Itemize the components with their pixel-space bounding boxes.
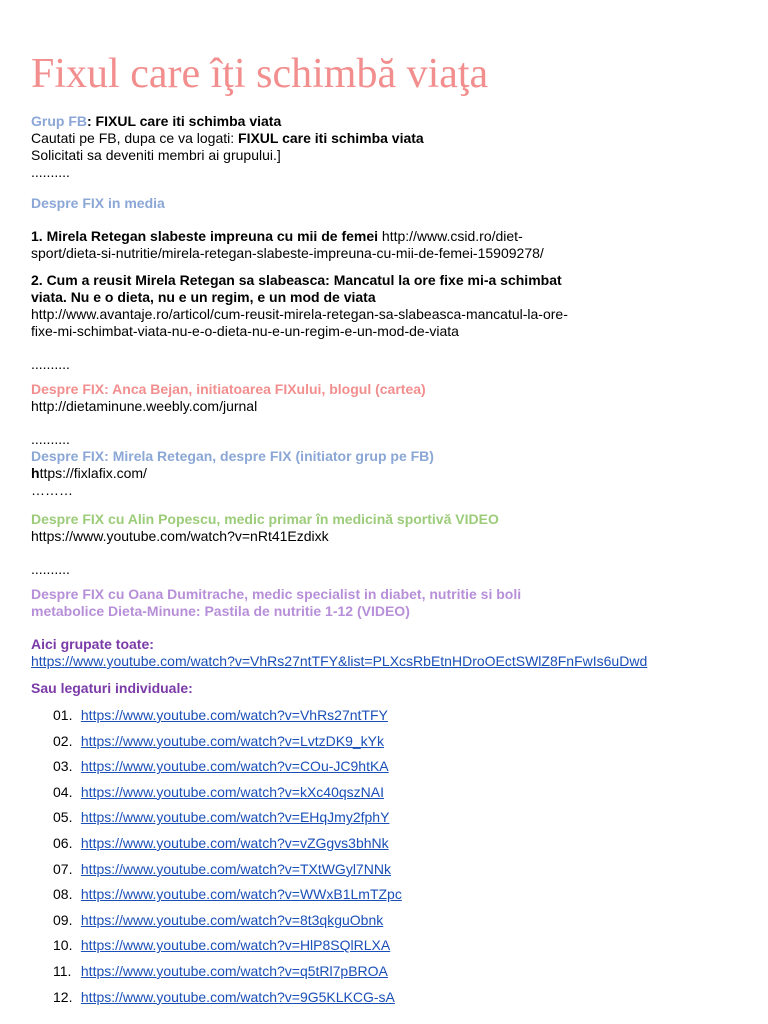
separator-dots: .......... [31, 561, 70, 577]
video-link[interactable]: https://www.youtube.com/watch?v=vZGgvs3bhNk [80, 834, 389, 851]
media-item-2-url-cont[interactable]: fixe-mi-schimbat-viata-nu-e-o-dieta-nu-e-un-regim-e-un-mod-de-viata [31, 323, 459, 339]
mirela-url-rest: ttps://fixlafix.com/ [39, 465, 147, 481]
group-label: Grup FB [31, 113, 87, 129]
list-item [53, 963, 751, 989]
anca-url[interactable]: http://dietaminune.weebly.com/jurnal [31, 398, 258, 414]
video-link[interactable]: https://www.youtube.com/watch?v=COu-JC9htKA [80, 758, 389, 775]
list-item-number: 04. [53, 783, 73, 800]
list-item [53, 912, 751, 938]
list-item [53, 861, 751, 887]
mirela-url[interactable] [31, 465, 751, 482]
list-item [53, 886, 751, 912]
list-item [53, 784, 751, 810]
list-item [53, 989, 751, 1015]
list-item-number: 03. [53, 758, 73, 775]
search-prefix: Cautati pe FB, dupa ce va logati: [31, 130, 239, 146]
list-item [53, 758, 751, 784]
video-link[interactable]: https://www.youtube.com/watch?v=EHqJmy2fphY [80, 809, 390, 826]
search-group-name: FIXUL care iti schimba viata [238, 130, 424, 146]
page-title: Fixul care îţi schimbă viaţa [31, 51, 489, 97]
video-link[interactable]: https://www.youtube.com/watch?v=q5tRl7pBROA [80, 962, 388, 979]
video-link[interactable]: https://www.youtube.com/watch?v=8t3qkguObnk [80, 911, 384, 928]
separator-dots: .......... [31, 356, 70, 372]
mirela-url-first-letter: h [31, 465, 40, 481]
separator-dots: ……… [31, 482, 73, 498]
list-item-number: 02. [53, 732, 73, 749]
list-item-number: 10. [53, 937, 73, 954]
list-item [53, 937, 751, 963]
individual-links-list [31, 707, 751, 1014]
membership-request: Solicitati sa deveniti membri ai grupului.] [31, 147, 281, 163]
video-link[interactable]: https://www.youtube.com/watch?v=VhRs27ntTFY [80, 707, 388, 723]
search-instruction [31, 130, 751, 147]
individual-links-label: Sau legaturi individuale: [31, 680, 193, 696]
all-grouped-link-line [31, 653, 751, 670]
video-link[interactable]: https://www.youtube.com/watch?v=LvtzDK9_kYk [80, 732, 384, 749]
media-item-1-title: 1. Mirela Retegan slabeste impreuna cu mii de femei [31, 228, 379, 244]
separator-dots: .......... [31, 431, 70, 447]
media-item-2-title: 2. Cum a reusit Mirela Retegan sa slabeasca: Mancatul la ore fixe mi-a schimbat [31, 272, 562, 288]
video-link[interactable]: https://www.youtube.com/watch?v=9G5KLKCG-sA [80, 988, 395, 1005]
group-name: : FIXUL care iti schimba viata [87, 113, 282, 129]
list-item-number: 12. [53, 988, 73, 1005]
list-item-number: 08. [53, 886, 73, 903]
all-grouped-label: Aici grupate toate: [31, 636, 154, 652]
video-link[interactable]: https://www.youtube.com/watch?v=kXc40qszNAI [80, 783, 384, 800]
list-item [53, 835, 751, 861]
list-item-number: 09. [53, 911, 73, 928]
media-item-2-url[interactable]: http://www.avantaje.ro/articol/cum-reusit-mirela-retegan-sa-slabeasca-mancatul-la-ore- [31, 306, 568, 322]
list-item [53, 733, 751, 759]
list-item-number: 06. [53, 834, 73, 851]
group-line [31, 113, 751, 130]
alin-url[interactable]: https://www.youtube.com/watch?v=nRt41Ezdixk [31, 528, 329, 544]
media-item-1 [31, 228, 751, 245]
oana-heading: Despre FIX cu Oana Dumitrache, medic specialist in diabet, nutritie si boli [31, 586, 522, 602]
alin-heading: Despre FIX cu Alin Popescu, medic primar în medicină sportivă VIDEO [31, 511, 499, 527]
anca-heading: Despre FIX: Anca Bejan, initiatoarea FIXului, blogul (cartea) [31, 381, 426, 397]
list-item-number: 01. [53, 707, 73, 723]
list-item-number: 07. [53, 860, 73, 877]
media-item-2-title-cont: viata. Nu e o dieta, nu e un regim, e un mod de viata [31, 289, 376, 305]
video-link[interactable]: https://www.youtube.com/watch?v=WWxB1LmTZpc [80, 886, 402, 903]
oana-heading-cont: metabolice Dieta-Minune: Pastila de nutritie 1-12 (VIDEO) [31, 603, 410, 619]
video-link[interactable]: https://www.youtube.com/watch?v=TXtWGyl7NNk [80, 860, 391, 877]
document-page [31, 50, 751, 1014]
media-item-1-url[interactable]: http://www.csid.ro/diet- [378, 228, 523, 244]
media-item-1-url-cont[interactable]: sport/dieta-si-nutritie/mirela-retegan-slabeste-impreuna-cu-mii-de-femei-15909278/ [31, 245, 544, 261]
list-item-number: 05. [53, 809, 73, 826]
separator-dots: .......... [31, 164, 70, 180]
list-item [53, 707, 751, 733]
mirela-heading: Despre FIX: Mirela Retegan, despre FIX (initiator grup pe FB) [31, 448, 434, 464]
video-link[interactable]: https://www.youtube.com/watch?v=HlP8SQlRLXA [80, 937, 391, 954]
list-item-number: 11. [53, 962, 72, 979]
media-heading: Despre FIX in media [31, 195, 165, 211]
all-grouped-link[interactable]: https://www.youtube.com/watch?v=VhRs27ntTFY&list=PLXcsRbEtnHDroOEctSWlZ8FnFwIs6uDwd [31, 653, 648, 669]
list-item [53, 809, 751, 835]
